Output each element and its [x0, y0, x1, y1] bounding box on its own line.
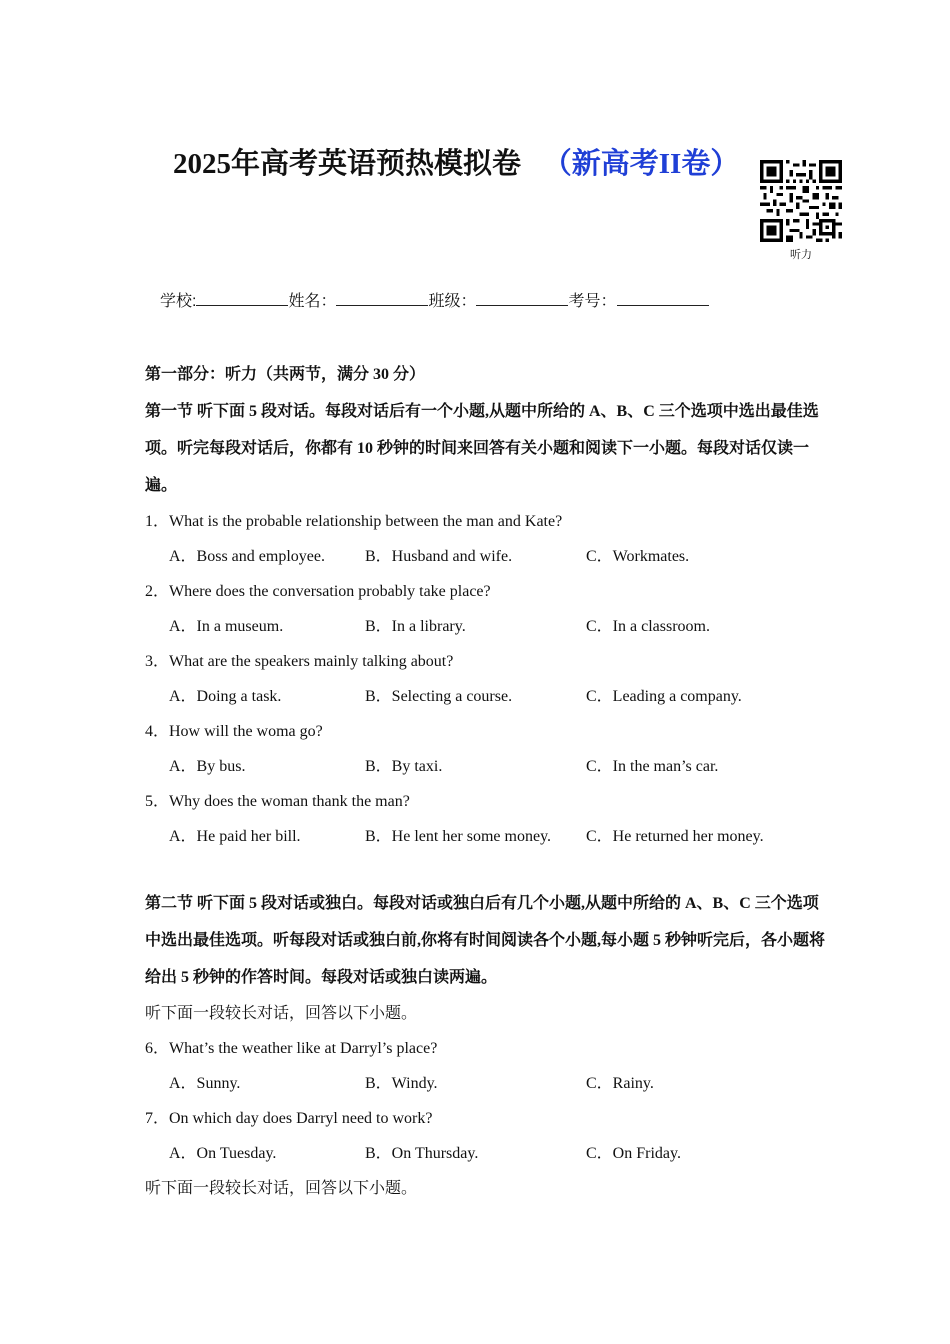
- title-main: 2025年高考英语预热模拟卷: [173, 148, 522, 180]
- qr-code-icon[interactable]: [760, 160, 842, 242]
- question-stem: 4．How will the woma go?: [145, 723, 323, 740]
- option-c[interactable]: C．On Friday.: [586, 1145, 681, 1162]
- name-label: 姓名：: [288, 293, 337, 310]
- question-stem: 7．On which day does Darryl need to work?: [145, 1110, 433, 1127]
- option-a[interactable]: A．In a museum.: [169, 618, 284, 635]
- exam-number-label: 考号：: [568, 293, 617, 310]
- question-options: [145, 609, 825, 644]
- listen-prompt: 听下面一段较长对话，回答以下小题。: [145, 1005, 418, 1022]
- question-stem: 3．What are the speakers mainly talking about?: [145, 653, 454, 670]
- option-a[interactable]: A．On Tuesday.: [169, 1145, 277, 1162]
- option-a[interactable]: A．He paid her bill.: [169, 828, 301, 845]
- option-b[interactable]: B．Windy.: [365, 1075, 438, 1092]
- option-b[interactable]: B．On Thursday.: [365, 1145, 479, 1162]
- title-suffix: （新高考II卷）: [542, 148, 740, 180]
- section2-instructions: 第二节 听下面 5 段对话或独白。每段对话或独白后有几个小题,从题中所给的 A、B、C 三个选项中选出最佳选项。听每段对话或独白前,你将有时间阅读各个小题,每小题 5 秒钟听完后，各小题将给出 5 秒钟的作答时间。每段对话或独白读两遍。: [145, 895, 826, 986]
- question-options: [145, 819, 825, 854]
- question-stem: 5．Why does the woman thank the man?: [145, 793, 410, 810]
- option-c[interactable]: C．Workmates.: [586, 548, 690, 565]
- name-field[interactable]: [336, 291, 428, 306]
- school-field[interactable]: [196, 291, 288, 306]
- question-stem: 2．Where does the conversation probably take place?: [145, 583, 491, 600]
- question-options: [145, 1136, 825, 1171]
- student-info-line: [160, 288, 709, 311]
- section1-instructions: 第一节 听下面 5 段对话。每段对话后有一个小题,从题中所给的 A、B、C 三个选项中选出最佳选项。听完每段对话后，你都有 10 秒钟的时间来回答有关小题和阅读下一小题。每段对话仅读一遍。: [145, 403, 819, 494]
- question-options: [145, 539, 825, 574]
- option-c[interactable]: C．Rainy.: [586, 1075, 654, 1092]
- option-a[interactable]: A．Doing a task.: [169, 688, 282, 705]
- option-b[interactable]: B．Husband and wife.: [365, 548, 513, 565]
- part1-section2: [145, 885, 825, 1206]
- part1-section1: [145, 356, 825, 854]
- option-c[interactable]: C．In the man’s car.: [586, 758, 719, 775]
- option-a[interactable]: A．Boss and employee.: [169, 548, 325, 565]
- listen-prompt: 听下面一段较长对话，回答以下小题。: [145, 1180, 418, 1197]
- question-stem: 6．What’s the weather like at Darryl’s place?: [145, 1040, 438, 1057]
- qr-label: 听力: [790, 248, 812, 261]
- class-field[interactable]: [476, 291, 568, 306]
- question-stem: 1．What is the probable relationship between the man and Kate?: [145, 513, 563, 530]
- option-b[interactable]: B．Selecting a course.: [365, 688, 513, 705]
- option-a[interactable]: A．Sunny.: [169, 1075, 241, 1092]
- qr-code-block[interactable]: [760, 160, 842, 262]
- question-options: [145, 749, 825, 784]
- option-b[interactable]: B．By taxi.: [365, 758, 443, 775]
- page-title: [145, 128, 745, 200]
- question-options: [145, 679, 825, 714]
- class-label: 班级：: [428, 293, 477, 310]
- option-c[interactable]: C．He returned her money.: [586, 828, 764, 845]
- option-b[interactable]: B．In a library.: [365, 618, 466, 635]
- option-b[interactable]: B．He lent her some money.: [365, 828, 552, 845]
- option-c[interactable]: C．Leading a company.: [586, 688, 742, 705]
- question-options: [145, 1066, 825, 1101]
- part1-heading: 第一部分：听力（共两节，满分 30 分）: [145, 366, 426, 383]
- school-label: 学校:: [160, 293, 197, 310]
- option-c[interactable]: C．In a classroom.: [586, 618, 710, 635]
- exam-number-field[interactable]: [617, 291, 709, 306]
- option-a[interactable]: A．By bus.: [169, 758, 246, 775]
